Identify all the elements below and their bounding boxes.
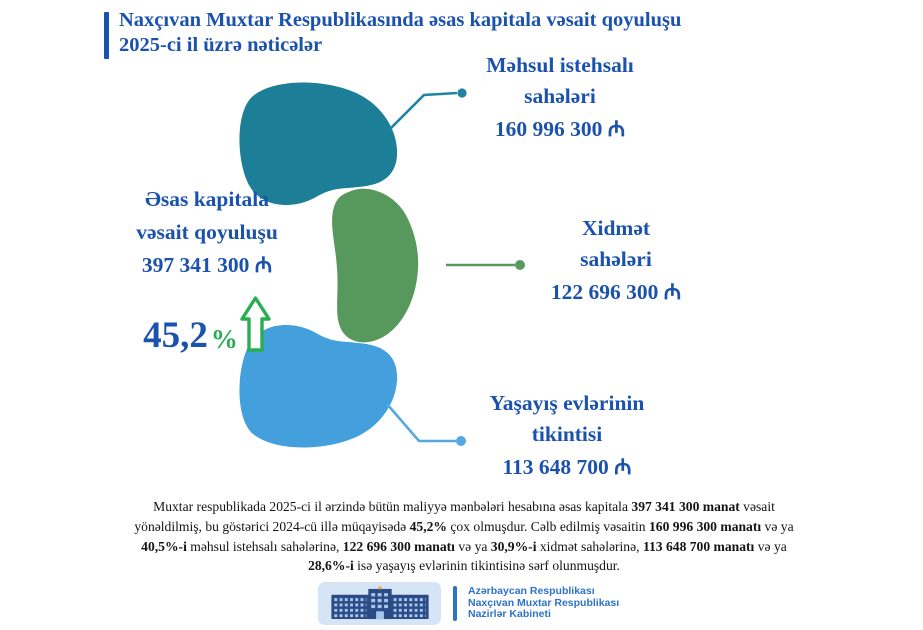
callout-yasayis-line1: Yaşayış evlərinin [489,391,645,415]
callout-yasayis-line2: tikintisi [531,422,603,446]
page-title-line2: 2025-ci il üzrə nəticələr [119,34,323,56]
callout-xidmet-line1: Xidmət [581,216,651,240]
callout-yasayis [452,388,682,483]
callout-yasayis-amount: 113 648 700 ₼ [502,455,632,479]
growth-percent-sign: % [210,324,238,354]
segment-xidmet [332,189,418,343]
government-building-icon [329,586,431,621]
callout-xidmet-amount: 122 696 300 ₼ [550,280,682,304]
connector-xidmet-dot [515,260,525,270]
callout-mehsul-istehsali [450,50,670,145]
footer [318,582,619,625]
callout-mehsul-line1: Məhsul istehsalı [486,53,634,77]
connector-mehsul [388,93,457,131]
growth-indicator [98,296,316,356]
callout-mehsul-amount: 160 996 300 ₼ [494,117,626,141]
total-amount: 397 341 300 ₼ [141,253,273,277]
footer-org-name [468,586,619,621]
header-accent-bar [104,12,109,59]
total-label-line1: Əsas kapitala [144,187,269,211]
callout-xidmet [528,213,704,308]
growth-up-arrow-icon [240,296,271,352]
footer-divider [453,586,457,621]
page-title-line1: Naxçıvan Muxtar Respublikasında əsas kapitala vəsait qoyuluşu [119,9,682,31]
connector-yasayis [387,404,456,441]
total-summary [98,183,316,356]
footer-org-line3: Nazirlər Kabineti [468,608,551,621]
footer-org-line1: Azərbaycan Respublikası [468,585,595,598]
growth-value: 45,2 [143,315,208,356]
footer-org-line2: Naxçıvan Muxtar Respublikası [468,596,620,609]
total-label-line2: vəsait qoyuluşu [136,220,278,244]
callout-mehsul-line2: sahələri [524,84,596,108]
summary-paragraph: Muxtar respublikada 2025-ci il ərzində bütün maliyyə mənbələri hesabına əsas kapitala 397 341 300 manat vəsait yönəldilmiş, bu göstərici 2024-cü illə müqayisədə 45,2% çox olmuşdur. Cəlb edilmiş vəsaitin 160 996 300 manatı və ya 40,5%-i məhsul istehsalı sahələrinə, 122 696 300 manatı və ya 30,9%-i xidmət sahələrinə, 113 648 700 manatı və ya 28,6%-i isə yaşayış evlərinin tikintisinə sərf olunmuşdur. [134,499,794,574]
cabinet-logo-badge [318,582,441,625]
callout-xidmet-line2: sahələri [580,247,652,271]
